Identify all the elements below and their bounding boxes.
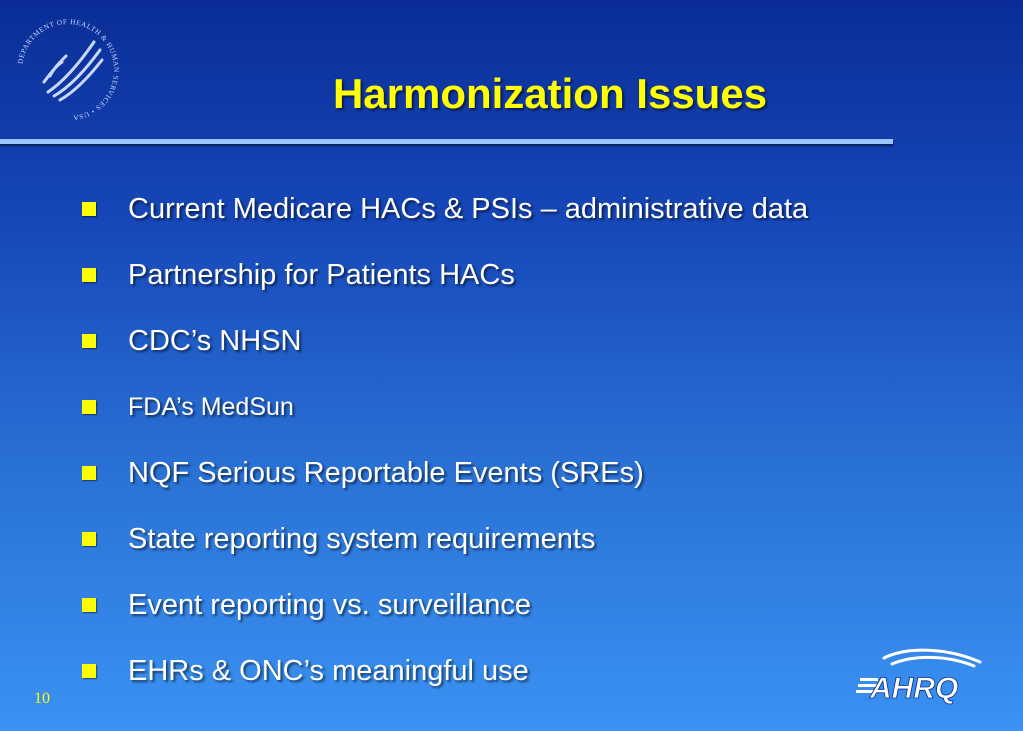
square-bullet-icon	[82, 268, 96, 282]
hhs-seal-logo	[14, 16, 122, 124]
bullet-text: FDA’s MedSun	[128, 392, 294, 421]
bullet-text: NQF Serious Reportable Events (SREs)	[128, 456, 644, 489]
bullet-text: Current Medicare HACs & PSIs – administrative data	[128, 192, 809, 225]
square-bullet-icon	[82, 532, 96, 546]
square-bullet-icon	[82, 202, 96, 216]
bullet-text: EHRs & ONC’s meaningful use	[128, 654, 529, 687]
ahrq-swoosh-icon	[884, 650, 980, 666]
ahrq-logo	[856, 648, 996, 706]
ahrq-logo-text: AHRQ	[870, 672, 959, 705]
bullet-item	[82, 242, 808, 308]
square-bullet-icon	[82, 664, 96, 678]
bullet-item	[82, 638, 808, 704]
bullet-text: State reporting system requirements	[128, 522, 596, 555]
bullet-item	[82, 440, 808, 506]
square-bullet-icon	[82, 400, 96, 414]
bullet-list	[82, 176, 808, 704]
square-bullet-icon	[82, 598, 96, 612]
hhs-seal-text: DEPARTMENT OF HEALTH & HUMAN SERVICES • USA	[16, 17, 121, 122]
page-number: 10	[34, 690, 50, 707]
bullet-item	[82, 308, 808, 374]
bullet-item	[82, 506, 808, 572]
bullet-item	[82, 374, 808, 440]
slide-title: Harmonization Issues	[332, 70, 768, 117]
bullet-text: Event reporting vs. surveillance	[128, 588, 531, 621]
title-divider	[0, 139, 893, 144]
square-bullet-icon	[82, 466, 96, 480]
eagle-profile-icon	[44, 42, 102, 100]
bullet-text: Partnership for Patients HACs	[128, 258, 515, 291]
bullet-text: CDC’s NHSN	[128, 324, 302, 357]
bullet-item	[82, 176, 808, 242]
square-bullet-icon	[82, 334, 96, 348]
svg-text:DEPARTMENT OF HEALTH & HUMAN S	[16, 18, 120, 122]
bullet-item	[82, 572, 808, 638]
